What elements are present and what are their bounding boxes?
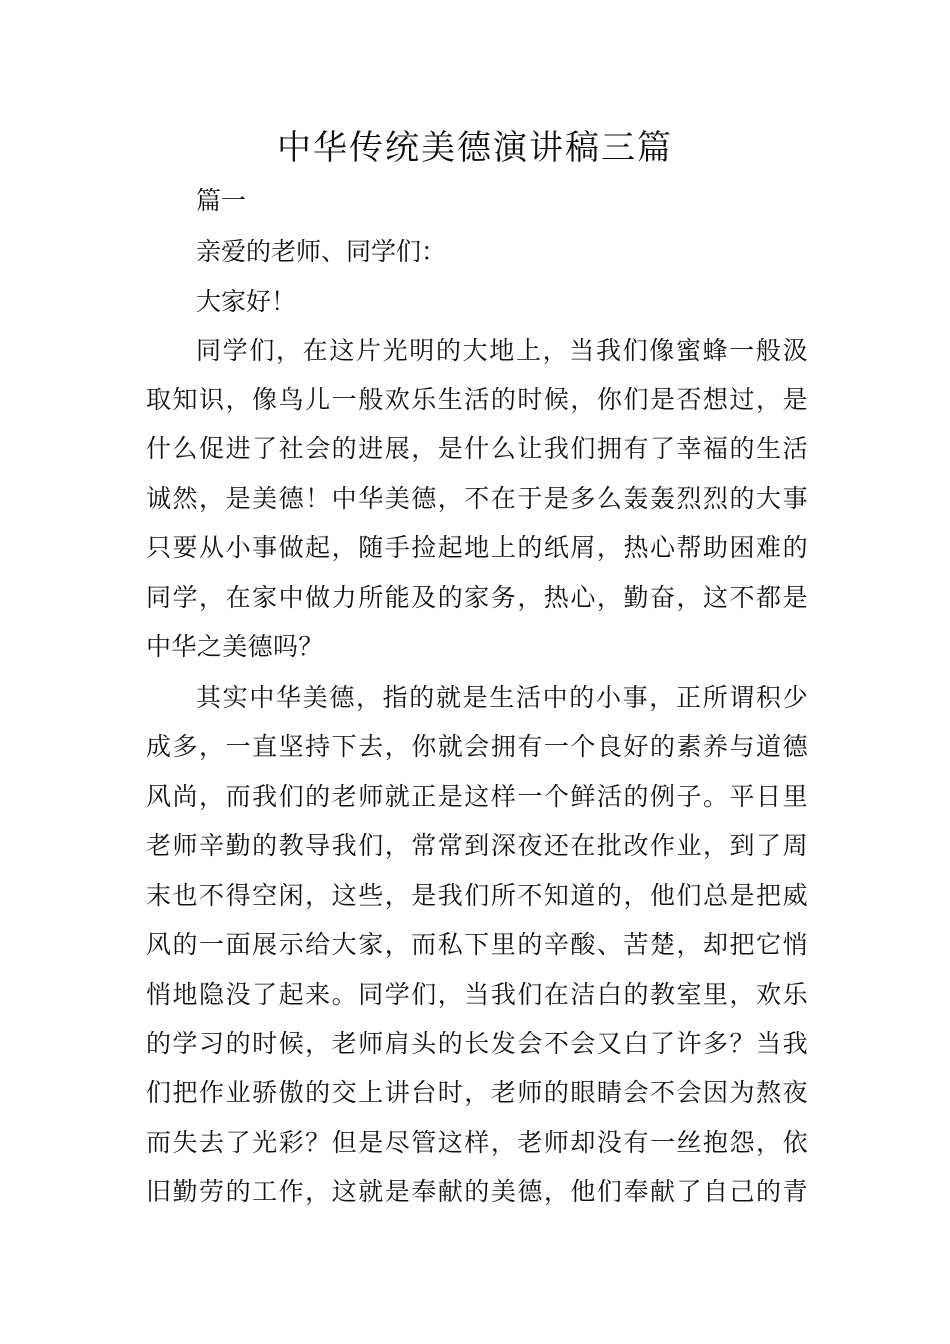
section-heading: 篇一 xyxy=(196,186,247,215)
paragraph-2-line: 们把作业骄傲的交上讲台时，老师的眼睛会不会因为熬夜 xyxy=(146,1078,808,1107)
paragraph-2-line: 老师辛勤的教导我们，常常到深夜还在批改作业，到了周 xyxy=(146,831,808,860)
paragraph-1-line: 什么促进了社会的进展，是什么让我们拥有了幸福的生活 xyxy=(146,434,808,463)
paragraph-1-line: 同学们，在这片光明的大地上，当我们像蜜蜂一般汲 xyxy=(196,336,808,365)
paragraph-2-line: 风尚，而我们的老师就正是这样一个鲜活的例子。平日里 xyxy=(146,782,808,811)
paragraph-1-line: 中华之美德吗？ xyxy=(146,632,324,661)
paragraph-2-line: 成多，一直坚持下去，你就会拥有一个良好的素养与道德 xyxy=(146,732,808,761)
document-title: 中华传统美德演讲稿三篇 xyxy=(277,128,673,168)
paragraph-1-line: 诚然，是美德！中华美德，不在于是多么轰轰烈烈的大事 xyxy=(146,484,808,513)
paragraph-1-line: 同学，在家中做力所能及的家务，热心，勤奋，这不都是 xyxy=(146,583,808,612)
hello-line: 大家好！ xyxy=(196,287,297,316)
paragraph-2-line: 旧勤劳的工作，这就是奉献的美德，他们奉献了自己的青 xyxy=(146,1177,808,1206)
paragraph-2-line: 其实中华美德，指的就是生活中的小事，正所谓积少 xyxy=(196,683,808,712)
paragraph-2-line: 风的一面展示给大家，而私下里的辛酸、苦楚，却把它悄 xyxy=(146,930,808,959)
paragraph-2-line: 悄地隐没了起来。同学们，当我们在洁白的教室里，欢乐 xyxy=(146,980,808,1009)
paragraph-2-line: 而失去了光彩？但是尽管这样，老师却没有一丝抱怨，依 xyxy=(146,1128,808,1157)
greeting-line: 亲爱的老师、同学们： xyxy=(196,237,447,266)
paragraph-2-line: 的学习的时候，老师肩头的长发会不会又白了许多？当我 xyxy=(146,1029,808,1058)
paragraph-2-line: 末也不得空闲，这些，是我们所不知道的，他们总是把威 xyxy=(146,881,808,910)
paragraph-1-line: 只要从小事做起，随手捡起地上的纸屑，热心帮助困难的 xyxy=(146,533,808,562)
paragraph-1-line: 取知识，像鸟儿一般欢乐生活的时候，你们是否想过，是 xyxy=(146,385,808,414)
